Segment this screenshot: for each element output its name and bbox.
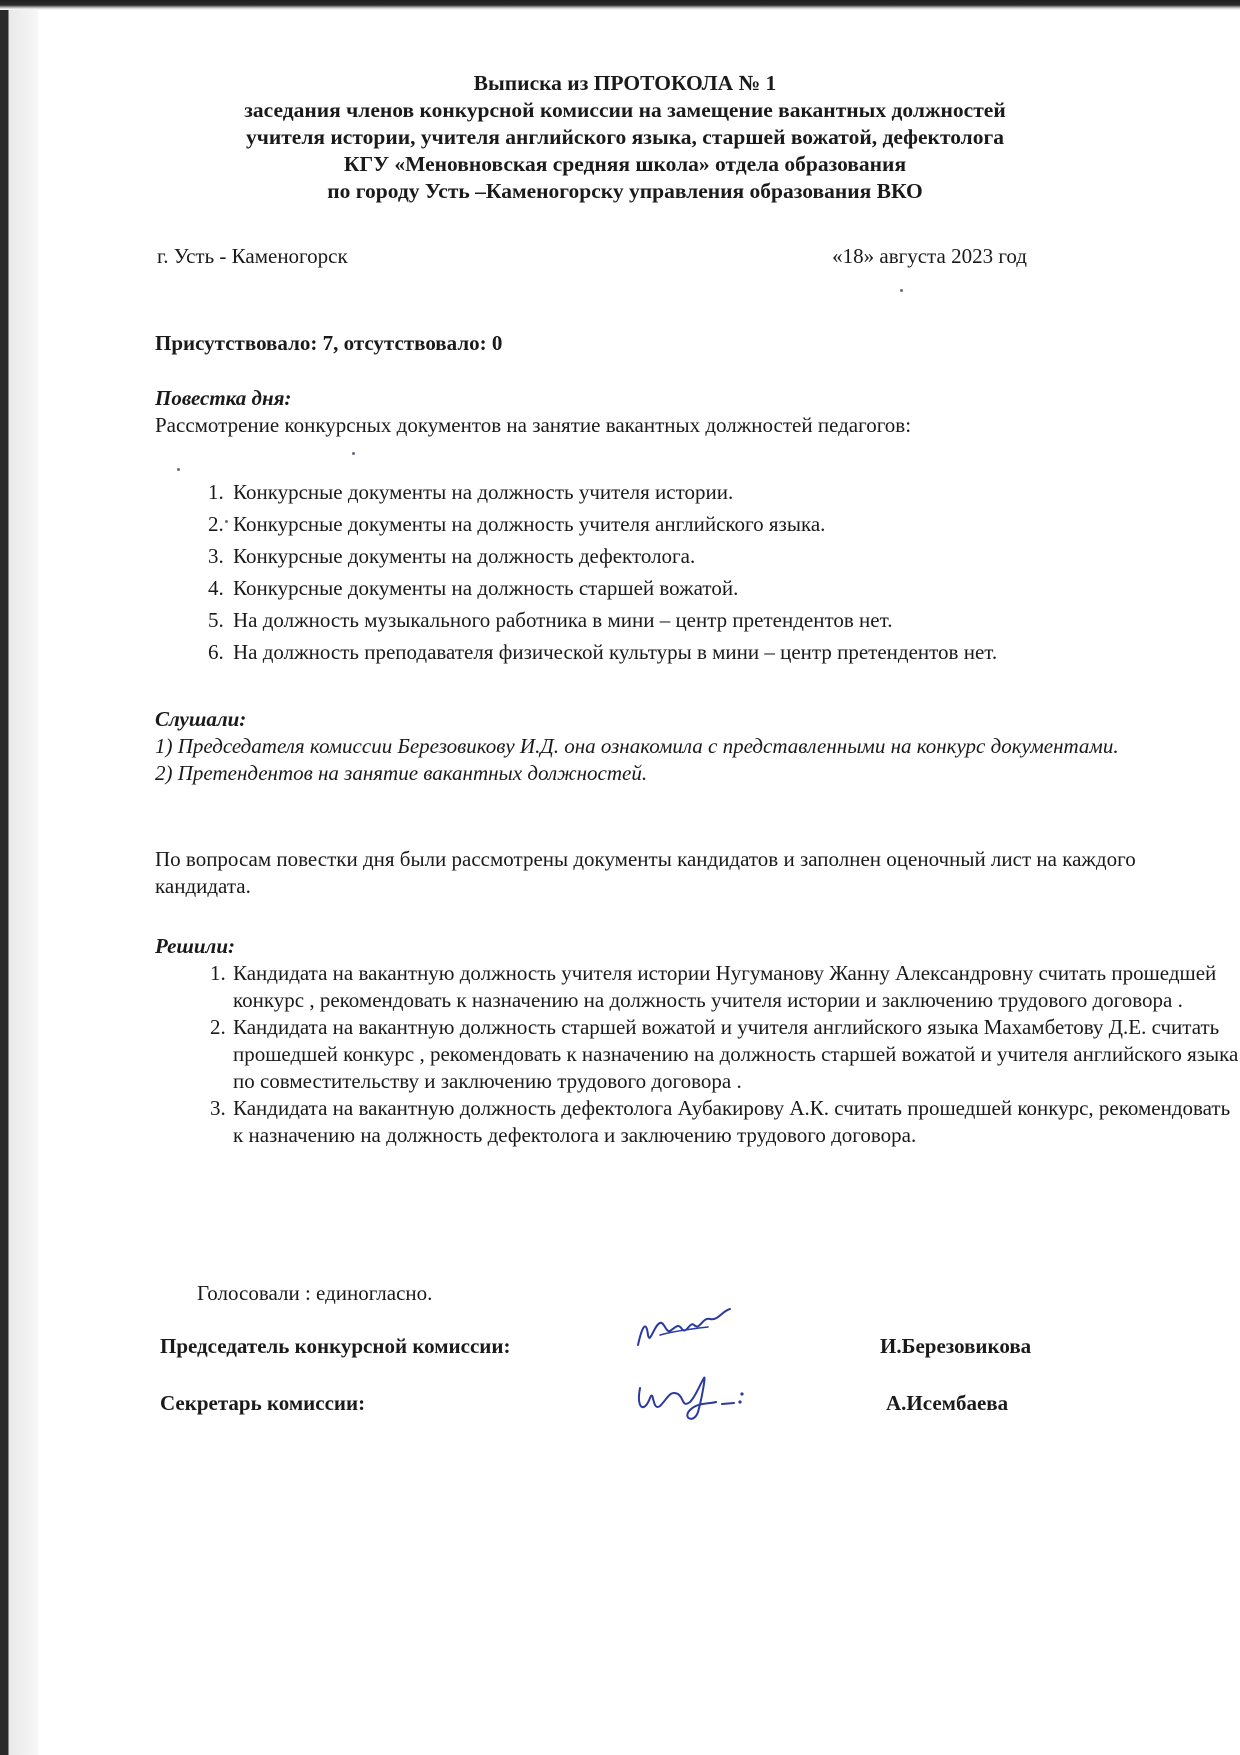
vote-result: Голосовали : единогласно. bbox=[197, 1281, 433, 1305]
heard-section bbox=[155, 733, 1155, 787]
document-date: «18» августа 2023 год bbox=[832, 244, 1027, 268]
heard-item-2: 2) Претендентов на занятие вакантных должностей. bbox=[155, 761, 648, 785]
review-paragraph: По вопросам повестки дня были рассмотрены документы кандидатов и заполнен оценочный лист на каждого кандидата. bbox=[155, 847, 1136, 898]
agenda-item: 2. Конкурсные документы на должность учителя английского языка. bbox=[229, 511, 1189, 538]
agenda-item: 3. Конкурсные документы на должность дефектолога. bbox=[229, 543, 1189, 570]
document-place: г. Усть - Каменогорск bbox=[157, 244, 348, 268]
scan-speck bbox=[177, 468, 180, 471]
header-line-1: Выписка из ПРОТОКОЛА № 1 bbox=[473, 71, 777, 95]
chair-role: Председатель конкурсной комиссии: bbox=[160, 1334, 511, 1358]
document-header bbox=[150, 70, 1100, 205]
decision-item: 2. Кандидата на вакантную должность старшей вожатой и учителя английского языка Махамбетову Д.Е. считать прошедшей конкурс , рекомендовать к назначению на должность старшей вожатой и учителя английского языка по совместительству и заключению трудового договора . bbox=[231, 1014, 1240, 1095]
chair-signature bbox=[630, 1305, 740, 1362]
decision-item: 1. Кандидата на вакантную должность учителя истории Нугуманову Жанну Александровну считать прошедшей конкурс , рекомендовать к назначению на должность учителя истории и заключению трудового договора . bbox=[231, 960, 1240, 1014]
scan-speck bbox=[900, 289, 903, 292]
agenda-list bbox=[192, 479, 1189, 671]
attendance: Присутствовало: 7, отсутствовало: 0 bbox=[155, 331, 503, 355]
header-line-3: учителя истории, учителя английского языка, старшей вожатой, дефектолога bbox=[245, 125, 1005, 149]
heard-title: Слушали: bbox=[155, 707, 247, 731]
header-line-4: КГУ «Меновновская средняя школа» отдела образования bbox=[343, 152, 907, 176]
agenda-item: 5. На должность музыкального работника в мини – центр претендентов нет. bbox=[229, 607, 1189, 634]
agenda-intro: Рассмотрение конкурсных документов на занятие вакантных должностей педагогов: bbox=[155, 413, 912, 437]
header-line-5: по городу Усть –Каменогорску управления образования ВКО bbox=[327, 179, 923, 203]
agenda-item: 6. На должность преподавателя физической культуры в мини – центр претендентов нет. bbox=[229, 639, 1189, 666]
agenda-item: 4. Конкурсные документы на должность старшей вожатой. bbox=[229, 575, 1189, 602]
secretary-role: Секретарь комиссии: bbox=[160, 1391, 366, 1415]
secretary-signature-row bbox=[160, 1390, 1080, 1450]
place-date-row bbox=[157, 243, 1027, 271]
header-line-2: заседания членов конкурсной комиссии на замещение вакантных должностей bbox=[244, 98, 1006, 122]
decision-list bbox=[192, 960, 1240, 1149]
chair-signature-row bbox=[160, 1333, 1080, 1393]
agenda-item: 1. Конкурсные документы на должность учителя истории. bbox=[229, 479, 1189, 506]
secretary-name: А.Исембаева bbox=[886, 1391, 1009, 1415]
agenda-title: Повестка дня: bbox=[155, 386, 292, 410]
decision-item: 3. Кандидата на вакантную должность дефектолога Аубакирову А.К. считать прошедшей конкурс, рекомендовать к назначению на должность дефектолога и заключению трудового договора. bbox=[231, 1095, 1240, 1149]
secretary-signature bbox=[630, 1368, 760, 1435]
scan-speck bbox=[225, 520, 228, 523]
scan-speck bbox=[352, 452, 355, 455]
chair-name: И.Березовикова bbox=[880, 1334, 1032, 1358]
decided-title: Решили: bbox=[155, 934, 236, 958]
heard-item-1: 1) Председателя комиссии Березовикову И.Д. она ознакомила с представленными на конкурс документами. bbox=[155, 734, 1119, 758]
